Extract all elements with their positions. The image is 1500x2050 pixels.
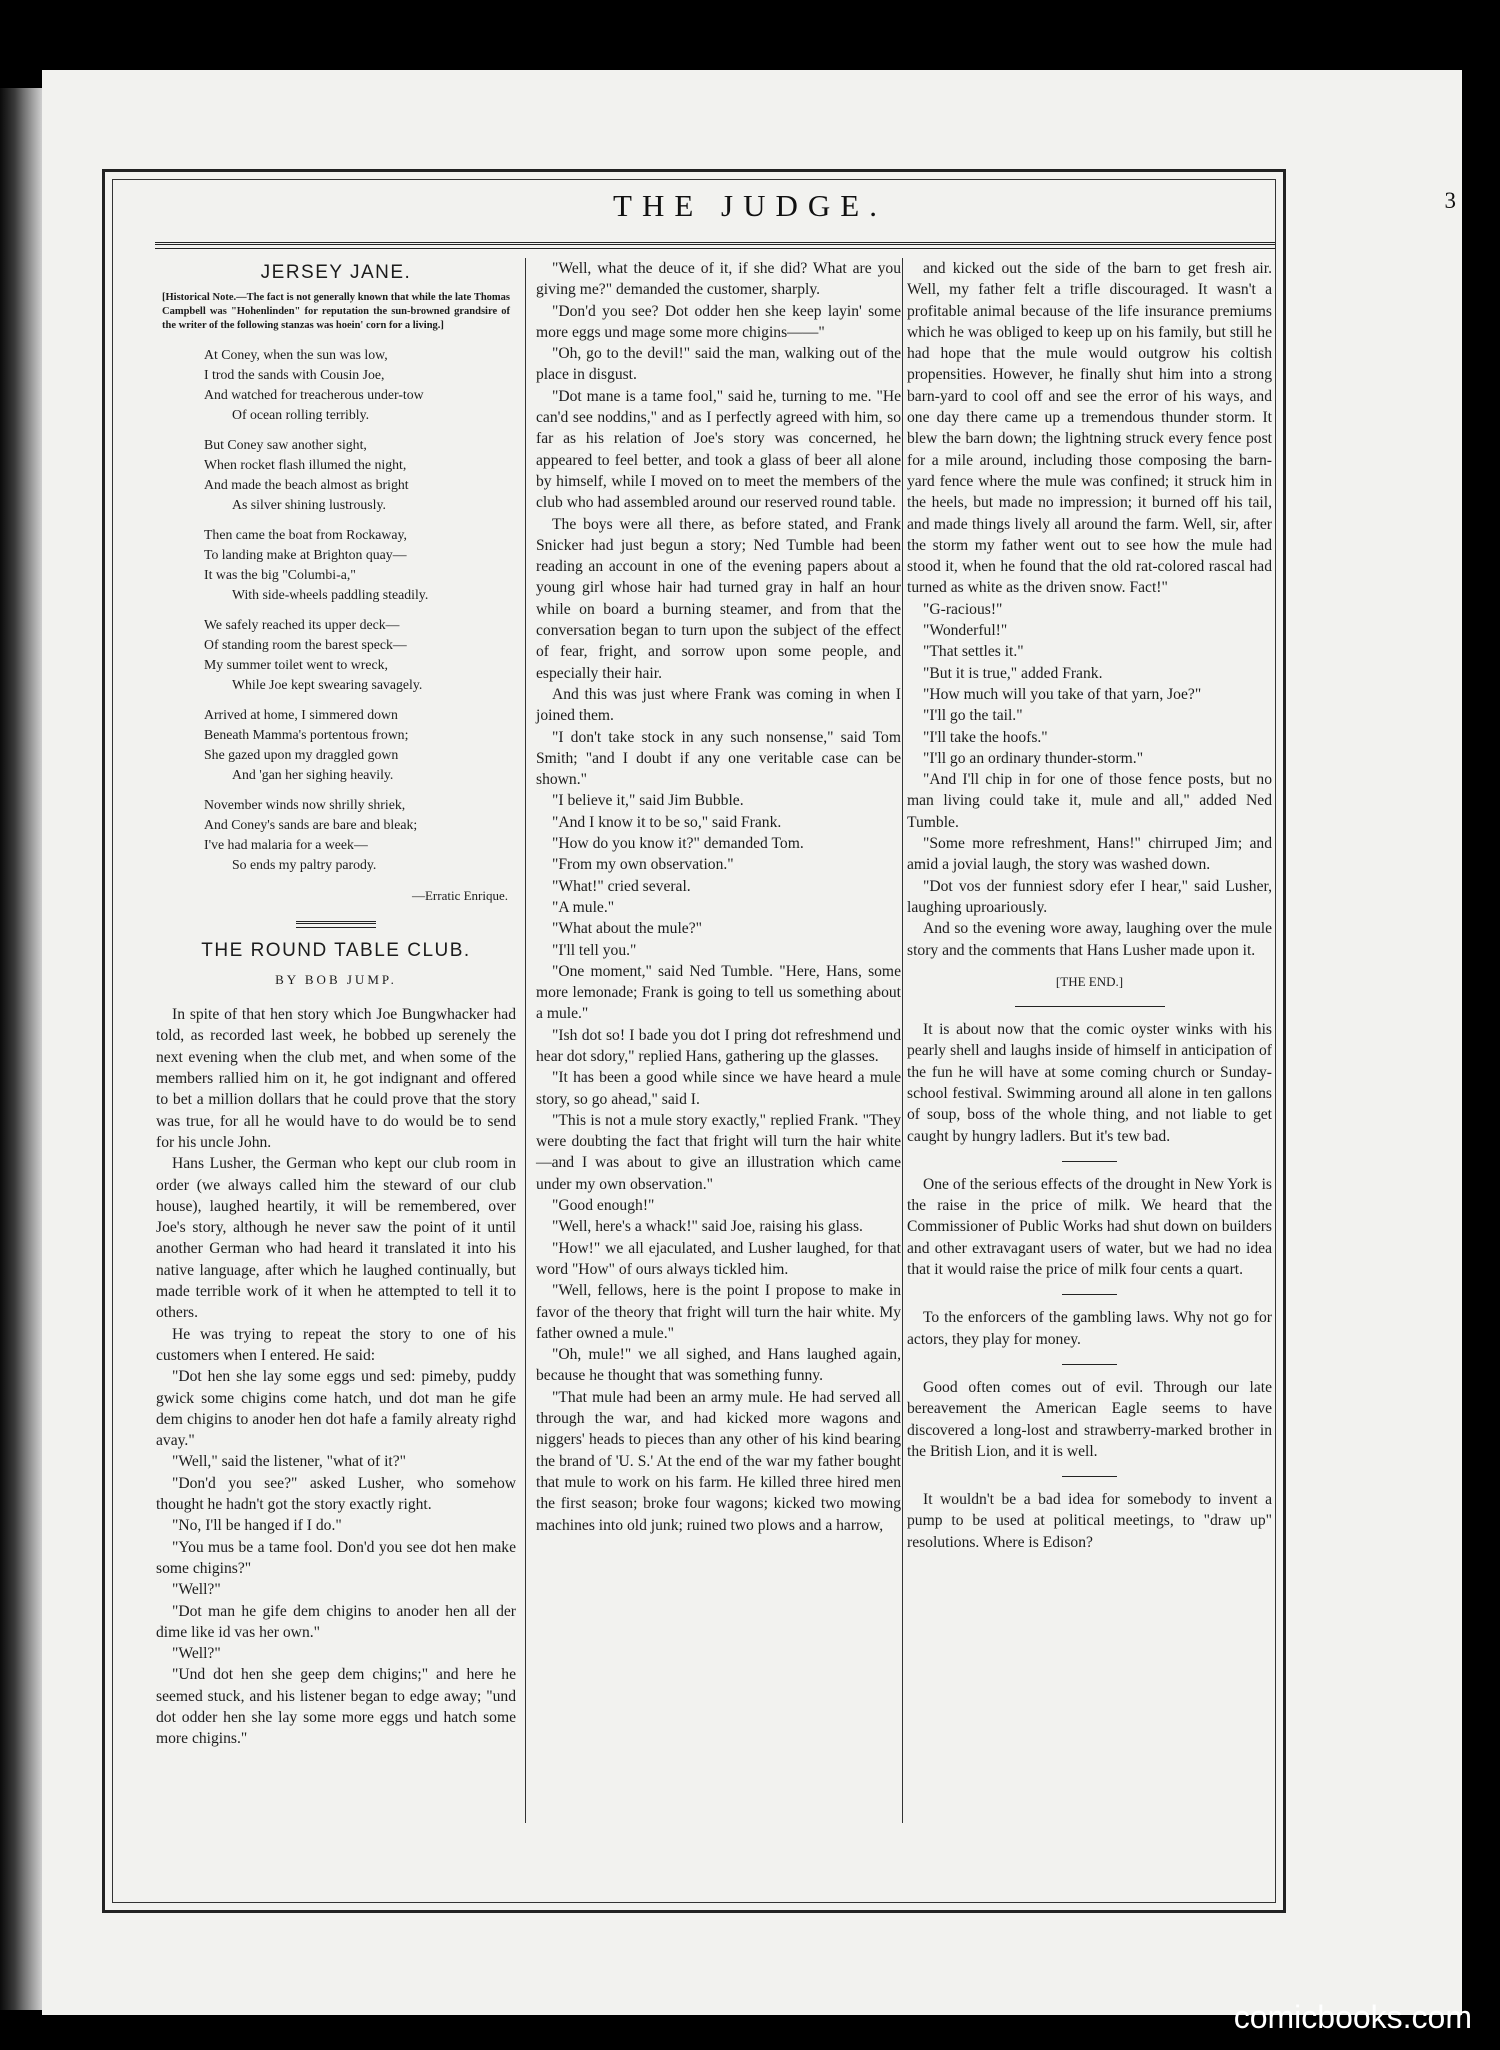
- story-paragraph: "How much will you take of that yarn, Joe?": [923, 685, 1202, 703]
- verse-line: It was the big "Columbi-a,": [204, 567, 356, 583]
- watermark: comicbooks.com: [1233, 1999, 1472, 2035]
- story-paragraph: "Dot vos der funniest sdory efer I hear," said Lusher, laughing uproariously.: [907, 877, 1272, 916]
- verse-line: We safely reached its upper deck—: [204, 617, 400, 633]
- verse-line: To landing make at Brighton quay—: [204, 547, 407, 563]
- story-paragraph: and kicked out the side of the barn to get fresh air. Well, my father felt a trifle discouraged. It wasn't a profitable animal because of the life insurance premiums which he was obliged to keep up on his family, but still he had hope that the mule would outgrow his coltish propensities. However, he finally shut him into a strong barn-yard to cool off and see the error of his ways, and one day there came up a tremendous thunder storm. It blew the barn down; the lightning struck every fence post for a mile around, including those composing the barn-yard fence where the mule was confined; it struck him in the heels, but made no impression; it burned off his tail, and made things lively all around the farm. Well, sir, after the storm my father went out to see how the mule had stood it, when he found that the old rat-colored rascal had turned as white as the driven snow. Fact!": [907, 260, 1272, 597]
- column-2: [536, 258, 901, 1536]
- story-paragraph: "It has been a good while since we have heard a mule story, so go ahead," said I.: [536, 1069, 901, 1108]
- story-paragraph: "And I know it to be so," said Frank.: [552, 813, 782, 831]
- verse-line: While Joe kept swearing savagely.: [232, 677, 423, 693]
- verse-line: Of standing room the barest speck—: [204, 637, 407, 653]
- story-paragraph: "No, I'll be hanged if I do.": [172, 1517, 342, 1535]
- story-paragraph: "Well, what the deuce of it, if she did? What are you giving me?" demanded the customer, sharply.: [536, 260, 901, 299]
- scan-edge: [0, 88, 42, 2010]
- story-paragraph: "I'll tell you.": [552, 941, 637, 959]
- story-paragraph: "That mule had been an army mule. He had served all through the war, and had kicked more wagons and niggers' heads to pieces than any other of his kind bearing the brand of 'U. S.' At the end of the war my father bought that mule to work on his farm. He killed three hired men the first season; broke four wagons; kicked two mowing machines into old junk; ruined two plows and a harrow,: [536, 1388, 901, 1534]
- historical-note: [Historical Note.—The fact is not generally known that while the late Thomas Campbell was "Hohenlinden" for reputation the sun-browned grandsire of the writer of the following stanzas was hoein' corn for a living.]: [162, 292, 510, 332]
- story-paragraph: "I don't take stock in any such nonsense," said Tom Smith; "and I doubt if any one veritable case can be shown.": [536, 728, 901, 789]
- story-paragraph: And so the evening wore away, laughing over the mule story and the comments that Hans Lusher made upon it.: [907, 920, 1272, 959]
- story-paragraph: "I'll go an ordinary thunder-storm.": [923, 749, 1144, 767]
- story-paragraph: Hans Lusher, the German who kept our club room in order (we always called him the steward of our club house), laughed heartily, it will be remembered, over Joe's story, although he never saw the point of it until another German who had heard it translated it into his native language, after which he laughed continually, but made terrible work of it when he attempted to tell it to others.: [156, 1155, 516, 1322]
- verse-line: I trod the sands with Cousin Joe,: [204, 367, 385, 383]
- verse-line: My summer toilet went to wreck,: [204, 657, 388, 673]
- verse-line: Then came the boat from Rockaway,: [204, 527, 407, 543]
- section-divider: [1062, 1161, 1117, 1162]
- verse-line: As silver shining lustrously.: [232, 497, 386, 513]
- stanza: [156, 525, 516, 605]
- stanza: [156, 435, 516, 515]
- story-paragraph: "A mule.": [552, 898, 615, 916]
- story-paragraph: "From my own observation.": [552, 856, 734, 874]
- page-number: 3: [1444, 188, 1456, 213]
- story-paragraph: "Dot hen she lay some eggs und sed: pimeby, puddy gwick some chigins come hatch, und dot man he gife dem chigins to anoder hen dot hafe a family alreaty righd avay.": [156, 1368, 516, 1450]
- column-rule: [525, 258, 526, 1823]
- story-paragraph: "What!" cried several.: [552, 877, 691, 895]
- story-paragraph: "Ish dot so! I bade you dot I pring dot refreshmend und hear dot sdory," replied Hans, gathering up the glasses.: [536, 1026, 901, 1065]
- story-paragraph: "I'll go the tail.": [923, 707, 1023, 725]
- verse-line: But Coney saw another sight,: [204, 437, 367, 453]
- story-body: [536, 258, 901, 1536]
- stanza: [156, 615, 516, 695]
- story-paragraph: "I'll take the hoofs.": [923, 728, 1048, 746]
- column-1: [156, 258, 516, 1750]
- verse-line: I've had malaria for a week—: [204, 837, 368, 853]
- paragraph-eagle: Good often comes out of evil. Through our late bereavement the American Eagle seems to have discovered a long-lost and strawberry-marked brother in the British Lion, and it is well.: [907, 1378, 1272, 1460]
- story-byline: BY BOB JUMP.: [275, 971, 397, 987]
- paragraph-edison: It wouldn't be a bad idea for somebody to invent a pump to be used at political meetings, to "draw up" resolutions. Where is Edison?: [907, 1491, 1272, 1551]
- story-paragraph: "Well?": [172, 1645, 221, 1663]
- stanza: [156, 795, 516, 875]
- verse-line: At Coney, when the sun was low,: [204, 347, 388, 363]
- story-paragraph: "What about the mule?": [552, 920, 702, 938]
- story-paragraph: "Don'd you see?" asked Lusher, who somehow thought he hadn't got the story exactly right.: [156, 1474, 516, 1514]
- header-rule: [155, 242, 1275, 249]
- story-paragraph: In spite of that hen story which Joe Bungwhacker had told, as recorded last week, he bobbed up serenely the next evening when the club met, and when some of the members rallied him on it, he got indignant and offered to bet a million dollars that he could prove that the story was true, for all he would have to do would be to send for his uncle John.: [156, 1006, 516, 1151]
- story-paragraph: "And I'll chip in for one of those fence posts, but no man living could take it, mule and all," added Ned Tumble.: [907, 771, 1272, 831]
- story-paragraph: "Oh, mule!" we all sighed, and Hans laughed again, because he thought that was something funny.: [536, 1346, 901, 1385]
- story-paragraph: "How do you know it?" demanded Tom.: [552, 835, 804, 853]
- story-paragraph: He was trying to repeat the story to one of his customers when I entered. He said:: [156, 1325, 516, 1364]
- story-paragraph: "G-racious!": [923, 600, 1003, 618]
- verse-line: With side-wheels paddling steadily.: [232, 587, 429, 603]
- story-paragraph: The boys were all there, as before stated, and Frank Snicker had just begun a story; Ned Tumble had been reading an account in one of the evening papers about a young girl whose hair had turned gray in half an hour while on board a burning steamer, and from that the conversation began to turn upon the subject of the effect of fear, fright, and sorrow upon some people, and especially their hair.: [536, 515, 901, 682]
- column-3: [907, 258, 1272, 1553]
- section-divider: [1062, 1364, 1117, 1365]
- story-paragraph: "Well," said the listener, "what of it?": [172, 1453, 407, 1471]
- stanza: [156, 705, 516, 785]
- story-end: [THE END.]: [1055, 973, 1124, 989]
- story-paragraph: "That settles it.": [923, 643, 1024, 661]
- story-paragraph: "Wonderful!": [923, 622, 1008, 640]
- section-divider: [1015, 1006, 1165, 1007]
- poem-signature: —Erratic Enrique.: [411, 888, 508, 904]
- story-paragraph: "Don'd you see? Dot odder hen she keep layin' some more eggs und mage some more chigins——": [536, 302, 901, 341]
- story-paragraph: "This is not a mule story exactly," replied Frank. "They were doubting the fact that fright will turn the hair white—and I was about to give an illustration which came under my own observation.": [536, 1111, 901, 1193]
- section-divider: [1062, 1294, 1117, 1295]
- story-paragraph: "Oh, go to the devil!" said the man, walking out of the place in disgust.: [536, 345, 901, 384]
- story-paragraph: And this was just where Frank was coming in when I joined them.: [536, 685, 901, 725]
- verse-line: Beneath Mamma's portentous frown;: [204, 727, 409, 743]
- verse-line: When rocket flash illumed the night,: [204, 457, 407, 473]
- column-rule: [902, 258, 903, 1823]
- story-paragraph: "Some more refreshment, Hans!" chirruped Jim; and amid a jovial laugh, the story was washed down.: [907, 835, 1272, 874]
- story-paragraph: "One moment," said Ned Tumble. "Here, Hans, some more lemonade; Frank is going to tell us something about a mule.": [536, 962, 901, 1023]
- verse-line: And 'gan her sighing heavily.: [232, 767, 394, 783]
- story-paragraph: "Und dot hen she geep dem chigins;" and here he seemed stuck, and his listener began to edge away; "und dot odder hen she lay some more eggs und hatch some more chigins.": [156, 1666, 516, 1748]
- section-divider: [1062, 1476, 1117, 1477]
- paragraph-oyster: It is about now that the comic oyster winks with his pearly shell and laughs inside of himself in anticipation of the fun he will have at some coming church or Sunday-school festival. Swimming around all alone in ten gallons of soup, boss of the whole thing, and not liable to get caught by hungry ladlers. But it's tew bad.: [907, 1021, 1272, 1145]
- verse-line: November winds now shrilly shriek,: [204, 797, 406, 813]
- verse-line: Of ocean rolling terribly.: [232, 407, 370, 423]
- verse-line: And watched for treacherous under-tow: [204, 387, 424, 403]
- story-paragraph: "I believe it," said Jim Bubble.: [552, 792, 744, 810]
- story-body: [156, 1004, 516, 1749]
- story-title: THE ROUND TABLE CLUB.: [201, 939, 471, 961]
- story-paragraph: "Well, here's a whack!" said Joe, raising his glass.: [552, 1218, 863, 1236]
- paragraph-milk: One of the serious effects of the drought in New York is the raise in the price of milk. We heard that the Commissioner of Public Works had shut down on builders and other extravagant users of water, but we had no idea that it would raise the price of milk four cents a quart.: [907, 1175, 1272, 1279]
- verse-line: Arrived at home, I simmered down: [204, 707, 398, 723]
- story-paragraph: "But it is true," added Frank.: [923, 664, 1103, 682]
- verse-line: She gazed upon my draggled gown: [204, 747, 399, 763]
- masthead: THE JUDGE.: [613, 188, 887, 223]
- verse-line: And made the beach almost as bright: [204, 477, 409, 493]
- story-paragraph: "Dot man he gife dem chigins to anoder hen all der dime like id vas her own.": [156, 1602, 516, 1641]
- story-paragraph: "Good enough!": [552, 1197, 655, 1215]
- story-paragraph: "Well?": [172, 1581, 221, 1599]
- story-paragraph: "You mus be a tame fool. Don'd you see dot hen make some chigins?": [156, 1538, 516, 1577]
- stanza: [156, 345, 516, 425]
- story-body: [907, 258, 1272, 961]
- story-paragraph: "How!" we all ejaculated, and Lusher laughed, for that word "How" of ours always tickled him.: [536, 1239, 901, 1278]
- poem-stanzas: [156, 345, 516, 875]
- paragraph-gambling: To the enforcers of the gambling laws. Why not go for actors, they play for money.: [907, 1309, 1272, 1348]
- verse-line: So ends my paltry parody.: [232, 857, 377, 873]
- poem-title: JERSEY JANE.: [260, 262, 412, 283]
- verse-line: And Coney's sands are bare and bleak;: [204, 817, 418, 833]
- story-paragraph: "Dot mane is a tame fool," said he, turning to me. "He can'd see noddins," and as I perfectly agreed with him, so far as his relation of Joe's story was concerned, he appeared to feel better, and took a glass of beer all alone by himself, while I moved on to meet the members of the club who had assembled around our reserved round table.: [536, 387, 901, 512]
- section-divider: [296, 921, 376, 928]
- story-paragraph: "Well, fellows, here is the point I propose to make in favor of the theory that fright will turn the hair white. My father owned a mule.": [536, 1282, 901, 1342]
